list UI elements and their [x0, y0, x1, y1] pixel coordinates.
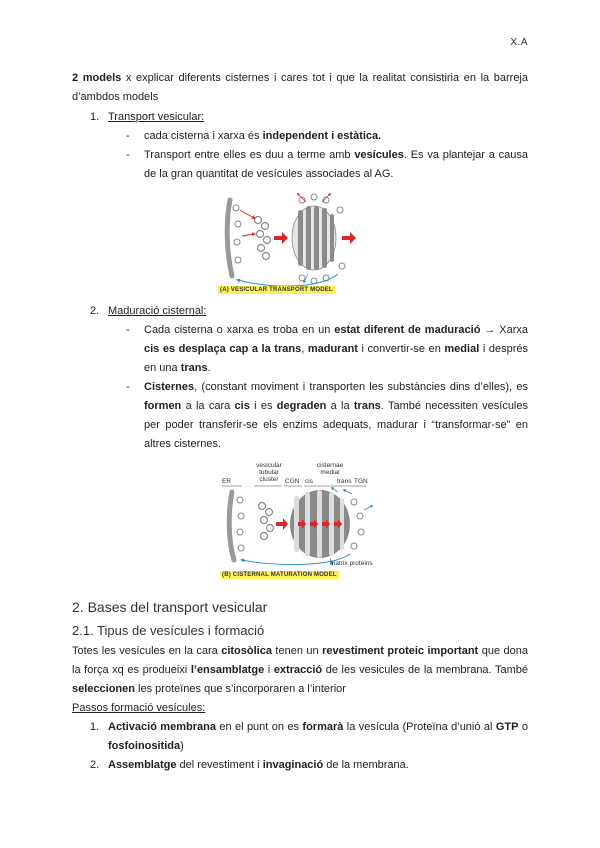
label-cgn: CGN	[285, 478, 300, 485]
text-run: de les vesicules de la membrana. També	[322, 664, 529, 676]
text-run: i convertir-se en	[357, 343, 445, 355]
model-1-bullet-2-dash: -	[126, 149, 130, 161]
text-run: i es	[249, 400, 277, 412]
text-run: . Es va plantejar a causa de la gran quantitat de vesícules associades al AG.	[144, 149, 528, 180]
golgi-diagram-b	[220, 460, 380, 572]
model-1-title: Transport vesicular:	[108, 111, 205, 123]
text-run: Totes les vesícules en la cara	[72, 645, 222, 657]
text-run: Transport entre elles es duu a terme amb	[144, 149, 355, 161]
model-2-bullet-2	[144, 378, 528, 454]
intro-bold: 2 models	[72, 72, 122, 84]
model-1-bullet-1-dash: -	[126, 130, 130, 142]
bold-run: fosfoinositida	[108, 740, 181, 752]
text-run: )	[180, 740, 184, 752]
steps-title: Passos formació vesícules:	[72, 702, 206, 714]
model-1-number: 1.	[90, 111, 100, 123]
label-er: ER	[222, 478, 232, 485]
text-run: ,	[301, 343, 308, 355]
text-run: les proteïnes que s’incorporaren a l’interior	[134, 683, 346, 695]
text-run: del revestiment i	[176, 759, 263, 771]
bold-run: cis	[234, 400, 250, 412]
section-paragraph	[72, 642, 528, 699]
model-2-bullet-1-dash: -	[126, 324, 130, 336]
text-run: en el punt on es	[215, 721, 303, 733]
intro-paragraph	[72, 69, 528, 107]
text-run: , (constant moviment i transporten les substàncies dins d’elles), es	[194, 381, 528, 393]
bold-run: degraden	[276, 400, 327, 412]
bold-run: revestiment proteic important	[322, 645, 479, 657]
text-run: → Xarxa	[480, 324, 528, 336]
bold-run: l’ensamblatge	[190, 664, 265, 676]
label-tgn: TGN	[354, 478, 368, 485]
golgi-diagram-a	[218, 190, 366, 294]
bold-run: trans	[353, 400, 381, 412]
bold-run: estat diferent de maduració	[334, 324, 481, 336]
text-run: a la cara	[181, 400, 235, 412]
text-run: la vesícula (Proteïna d’unió al	[343, 721, 496, 733]
model-1-bullet-1	[144, 127, 528, 146]
model-2-bullet-2-dash: -	[126, 381, 130, 393]
step-2	[108, 756, 528, 775]
bold-run: trans	[180, 362, 208, 374]
bold-run: invaginació	[262, 759, 324, 771]
bold-run: Assemblatge	[108, 759, 177, 771]
figure-vesicular-transport	[218, 190, 366, 294]
model-2-number: 2.	[90, 305, 100, 317]
model-2-bullet-1	[144, 321, 528, 378]
text-run: i	[264, 664, 274, 676]
model-2-title: Maduració cisternal:	[108, 305, 207, 317]
label-matrix-proteins: matrix proteins	[330, 560, 373, 567]
bold-run: cis es desplaça cap a la trans	[144, 343, 302, 355]
header-initials: X.A	[510, 37, 528, 48]
bold-run: citosòlica	[221, 645, 272, 657]
step-1-number: 1.	[90, 721, 100, 733]
figure-cisternal-maturation	[220, 460, 380, 572]
bold-run: formen	[144, 400, 182, 412]
text-run: . També necessiten vesícules per poder transferir-se els enzims adequats, madurar i “transformar-se” en altres cisternes.	[144, 400, 528, 450]
label-cis: cis	[305, 478, 313, 485]
model-1-bullet-2	[144, 146, 528, 184]
text-run: que dona la força xq es produeixi	[72, 645, 528, 676]
label-vtc: vesicular tubular cluster	[256, 462, 282, 483]
text-run: Cada cisterna o xarxa es troba en un	[144, 324, 335, 336]
bold-run: vesícules	[354, 149, 404, 161]
label-cisternae-medial: cisternae medial	[316, 462, 344, 476]
bold-run: Activació membrana	[108, 721, 216, 733]
bold-run: independent i estàtica.	[262, 130, 382, 142]
bold-run: madurant	[307, 343, 358, 355]
text-run: de la membrana.	[323, 759, 409, 771]
text-run: a la	[326, 400, 354, 412]
bold-run: Cisternes	[144, 381, 195, 393]
figure-a-caption: (A) VESICULAR TRANSPORT MODEL	[220, 287, 333, 293]
text-run: cada cisterna i xarxa és	[144, 130, 263, 142]
bold-run: seleccionen	[72, 683, 135, 695]
step-2-number: 2.	[90, 759, 100, 771]
label-trans: trans	[337, 478, 352, 485]
bold-run: extracció	[273, 664, 323, 676]
text-run: o	[518, 721, 528, 733]
figure-b-caption: (B) CISTERNAL MATURATION MODEL	[222, 572, 337, 578]
section-title: 2. Bases del transport vesicular	[72, 599, 268, 615]
text-run: i després en una	[144, 343, 528, 374]
bold-run: GTP	[495, 721, 519, 733]
text-run: tenen un	[271, 645, 323, 657]
bold-run: medial	[444, 343, 480, 355]
text-run: .	[207, 362, 211, 374]
step-1	[108, 718, 528, 756]
intro-text: x explicar diferents cisternes i cares tot i que la realitat consistiria en la barreja d’ambdos models	[72, 72, 528, 103]
section-subtitle: 2.1. Tipus de vesícules i formació	[72, 623, 265, 638]
bold-run: formarà	[302, 721, 344, 733]
